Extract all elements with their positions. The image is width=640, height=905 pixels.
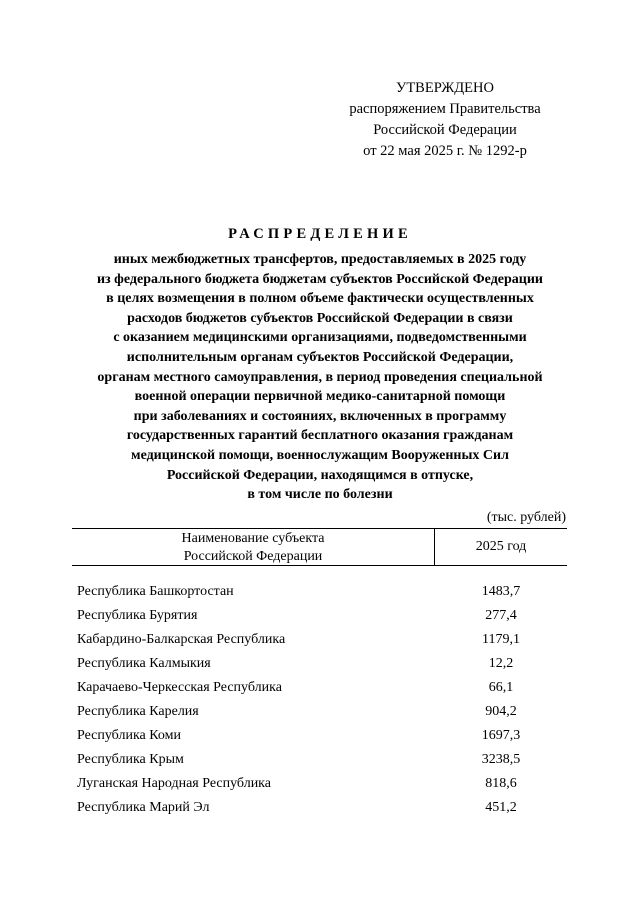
table-row [72, 772, 567, 796]
units-label: (тыс. рублей) [486, 510, 566, 525]
column-header-region-line: Наименование субъекта [181, 531, 325, 546]
region-amount: 818,6 [485, 776, 517, 791]
region-amount: 451,2 [485, 800, 517, 815]
approval-authority-country: Российской Федерации [373, 122, 517, 138]
table-header [72, 528, 567, 566]
region-amount: 3238,5 [481, 752, 521, 767]
document-title: РАСПРЕДЕЛЕНИЕ [228, 226, 412, 242]
region-name: Республика Бурятия [77, 608, 198, 623]
approval-authority: распоряжением Правительства [349, 101, 541, 117]
approval-stamp [340, 78, 550, 162]
region-amount: 1179,1 [482, 632, 520, 647]
region-name: Республика Коми [77, 728, 181, 743]
subtitle-line: военной операции первичной медико-санитарной помощи [134, 389, 506, 405]
document-subtitle [0, 250, 640, 505]
region-amount: 904,2 [485, 704, 517, 719]
table-row [72, 724, 567, 748]
region-amount: 12,2 [488, 656, 514, 671]
region-name: Кабардино-Балкарская Республика [77, 632, 286, 647]
subtitle-line: исполнительным органам субъектов Российской Федерации, [126, 349, 514, 365]
region-amount: 66,1 [488, 680, 514, 695]
region-name: Республика Башкортостан [77, 584, 234, 599]
table-row [72, 604, 567, 628]
subtitle-line: иных межбюджетных трансфертов, предоставляемых в 2025 году [113, 252, 527, 267]
region-amount: 1697,3 [481, 728, 521, 743]
subtitle-line: из федерального бюджета бюджетам субъектов Российской Федерации [96, 271, 543, 287]
table-row [72, 748, 567, 772]
table-body [72, 580, 567, 820]
region-amount: 1483,7 [481, 584, 521, 599]
table-row [72, 580, 567, 604]
subtitle-line: медицинской помощи, военнослужащим Вооруженных Сил [131, 447, 509, 463]
subtitle-line: при заболеваниях и состояниях, включенных в программу [133, 408, 507, 424]
subtitle-line: органам местного самоуправления, в период проведения специальной [97, 369, 543, 385]
approval-heading: УТВЕРЖДЕНО [396, 80, 494, 96]
region-name: Республика Марий Эл [77, 800, 210, 815]
table-row [72, 676, 567, 700]
table-row [72, 628, 567, 652]
subtitle-line: Российской Федерации, находящимся в отпуске, [166, 467, 474, 483]
subtitle-line: государственных гарантий бесплатного оказания гражданам [126, 428, 514, 444]
column-header-region-line: Российской Федерации [183, 548, 323, 564]
table-row [72, 652, 567, 676]
subtitle-line: с оказанием медицинскими организациями, подведомственными [113, 330, 527, 346]
column-header-year: 2025 год [475, 539, 527, 554]
column-header-region [72, 530, 434, 565]
subtitle-line: в целях возмещения в полном объеме фактически осуществленных [106, 291, 534, 307]
approval-date-number: от 22 мая 2025 г. № 1292-р [363, 143, 527, 159]
distribution-table [72, 528, 567, 815]
region-name: Луганская Народная Республика [77, 776, 271, 791]
table-row [72, 700, 567, 724]
table-row [72, 796, 567, 820]
region-name: Карачаево-Черкесская Республика [77, 680, 282, 695]
region-amount: 277,4 [485, 608, 517, 623]
region-name: Республика Калмыкия [77, 656, 211, 671]
region-name: Республика Крым [77, 752, 184, 767]
subtitle-line: расходов бюджетов субъектов Российской Федерации в связи [127, 310, 513, 326]
region-name: Республика Карелия [77, 704, 199, 719]
subtitle-line: в том числе по болезни [247, 487, 393, 503]
